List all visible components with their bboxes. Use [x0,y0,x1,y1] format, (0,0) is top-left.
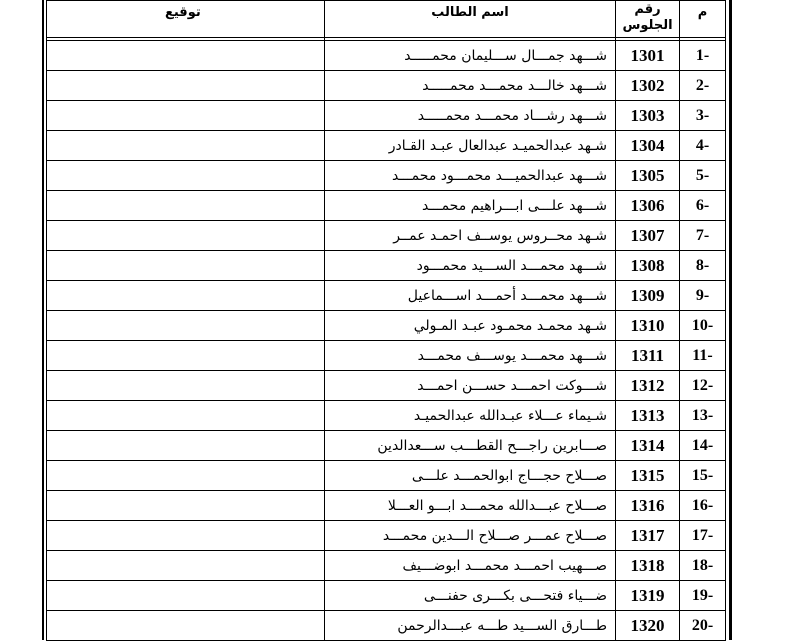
signature-cell[interactable] [47,311,325,341]
seat-number: 1309 [616,281,680,311]
row-index: 3- [680,101,726,131]
table-row [47,551,726,581]
student-table [46,0,726,641]
student-name: شـهد محــروس يوســف احمـد عمــر [325,221,616,251]
seat-number: 1310 [616,311,680,341]
row-index: 2- [680,71,726,101]
seat-number: 1315 [616,461,680,491]
row-index: 1- [680,41,726,71]
seat-number: 1312 [616,371,680,401]
seat-number: 1303 [616,101,680,131]
student-name: شـــهد محمـــد الســـيد محمـــود [325,251,616,281]
seat-number: 1313 [616,401,680,431]
signature-cell[interactable] [47,431,325,461]
table-row [47,611,726,641]
student-name: طـــارق الســـيد طـــه عبـــدالرحمن [325,611,616,641]
table-row [47,251,726,281]
table-header-row [47,1,726,38]
student-name: ضـــياء فتحـــى بكـــرى حفنـــى [325,581,616,611]
table-row [47,191,726,221]
table-body [47,41,726,641]
seat-number: 1305 [616,161,680,191]
seat-number: 1304 [616,131,680,161]
table-row [47,341,726,371]
table-row [47,221,726,251]
seat-number: 1306 [616,191,680,221]
signature-cell[interactable] [47,191,325,221]
signature-cell[interactable] [47,401,325,431]
table-row [47,581,726,611]
signature-cell[interactable] [47,281,325,311]
student-name: شـــهد محمـــد يوســـف محمـــد [325,341,616,371]
signature-cell[interactable] [47,461,325,491]
row-index: 7- [680,221,726,251]
header-index: م [680,1,726,38]
row-index: 17- [680,521,726,551]
student-name: شـــهد علـــى ابـــراهيم محمـــد [325,191,616,221]
student-name: شـيماء عـــلاء عبـدالله عبدالحميـد [325,401,616,431]
seat-number: 1301 [616,41,680,71]
signature-cell[interactable] [47,131,325,161]
student-name: شـــهد عبدالحميـــد محمـــود محمـــد [325,161,616,191]
row-index: 6- [680,191,726,221]
student-name: صـــلاح عمـــر صـــلاح الـــدين محمـــد [325,521,616,551]
signature-cell[interactable] [47,41,325,71]
seat-number: 1316 [616,491,680,521]
student-name: شـــهد رشـــاد محمـــد محمـــــد [325,101,616,131]
signature-cell[interactable] [47,101,325,131]
row-index: 14- [680,431,726,461]
table-row [47,491,726,521]
seat-number: 1317 [616,521,680,551]
table-row [47,41,726,71]
signature-cell[interactable] [47,71,325,101]
row-index: 20- [680,611,726,641]
table-row [47,71,726,101]
signature-cell[interactable] [47,341,325,371]
row-index: 13- [680,401,726,431]
header-seat-number [616,1,680,38]
table-row [47,101,726,131]
row-index: 9- [680,281,726,311]
signature-cell[interactable] [47,491,325,521]
signature-cell[interactable] [47,581,325,611]
student-name: صـــلاح عبـــدالله محمـــد ابـــو العـــلا [325,491,616,521]
table-row [47,161,726,191]
row-index: 16- [680,491,726,521]
table-row [47,401,726,431]
seat-number: 1320 [616,611,680,641]
row-index: 10- [680,311,726,341]
student-name: شـهد عبدالحميـد عبدالعال عبـد القـادر [325,131,616,161]
row-index: 15- [680,461,726,491]
signature-cell[interactable] [47,611,325,641]
seat-number: 1311 [616,341,680,371]
row-index: 11- [680,341,726,371]
table-row [47,431,726,461]
signature-cell[interactable] [47,161,325,191]
seat-number: 1308 [616,251,680,281]
student-name: شـــوكت احمـــد حســـن احمـــد [325,371,616,401]
row-index: 12- [680,371,726,401]
seat-number: 1307 [616,221,680,251]
header-student-name: اسم الطالب [325,1,616,38]
signature-cell[interactable] [47,221,325,251]
table-row [47,131,726,161]
student-name: صـــهيب احمـــد محمـــد ابوضـــيف [325,551,616,581]
header-signature: توقيع [47,1,325,38]
table-row [47,461,726,491]
student-name: شـــهد خالـــد محمـــد محمـــــد [325,71,616,101]
signature-cell[interactable] [47,371,325,401]
seat-number: 1319 [616,581,680,611]
student-name: شـــهد محمـــد أحمـــد اســـماعيل [325,281,616,311]
student-name: شـــهد جمـــال ســـليمان محمـــــد [325,41,616,71]
header-seat-line1: رقم [634,2,661,17]
table-row [47,371,726,401]
signature-cell[interactable] [47,521,325,551]
signature-cell[interactable] [47,251,325,281]
row-index: 19- [680,581,726,611]
row-index: 4- [680,131,726,161]
signature-cell[interactable] [47,551,325,581]
student-name: صـــلاح حجـــاج ابوالحمـــد علـــى [325,461,616,491]
student-name: صـــابرين راجـــح القطـــب ســـعدالدين [325,431,616,461]
header-seat-line2: الجلوس [622,18,673,33]
table-row [47,311,726,341]
row-index: 8- [680,251,726,281]
table-row [47,281,726,311]
seat-number: 1314 [616,431,680,461]
student-name: شـهد محمـد محمـود عبـد المـولي [325,311,616,341]
table-row [47,521,726,551]
row-index: 5- [680,161,726,191]
seat-number: 1302 [616,71,680,101]
seat-number: 1318 [616,551,680,581]
row-index: 18- [680,551,726,581]
